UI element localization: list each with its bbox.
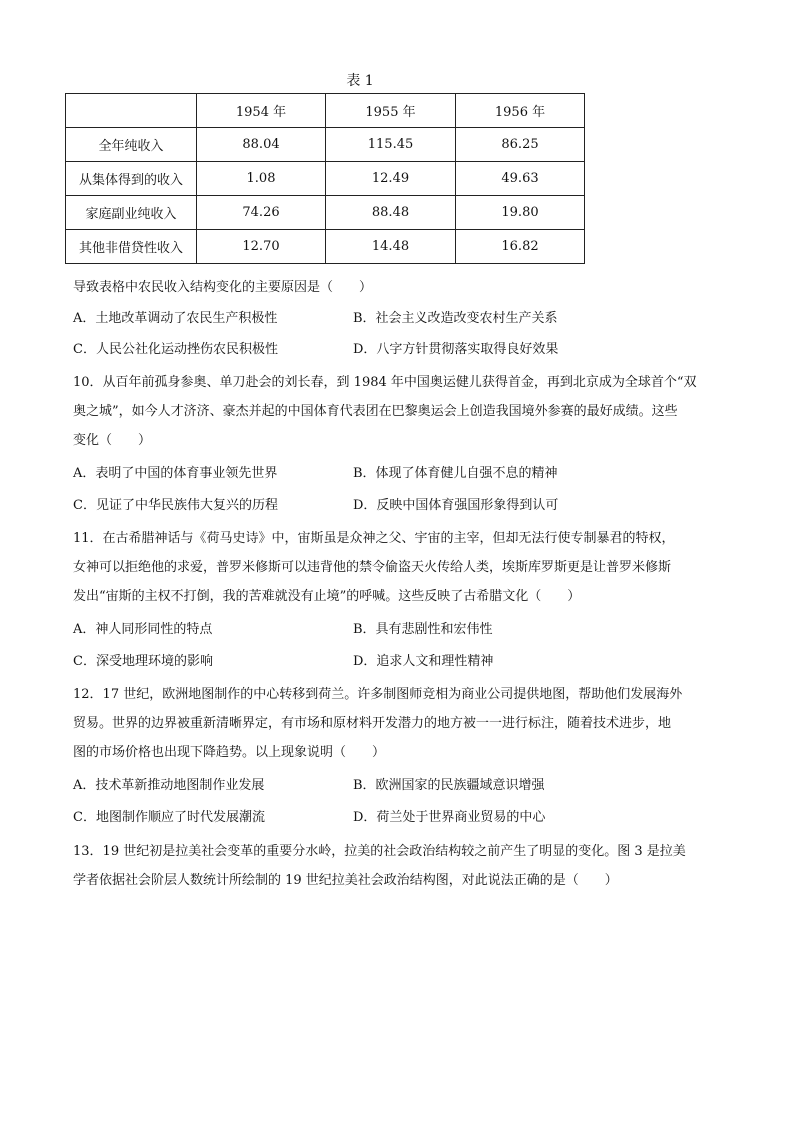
- table-cell: 74.26: [197, 196, 326, 230]
- table-row: [66, 162, 585, 196]
- income-table: [65, 93, 585, 264]
- table-cell: 88.48: [326, 196, 456, 230]
- q9-option-c: C．人民公社化运动挫伤农民积极性: [73, 342, 278, 357]
- q10-option-c: C．见证了中华民族伟大复兴的历程: [73, 498, 278, 513]
- q11-option-a: A．神人同形同性的特点: [73, 622, 213, 637]
- q11-option-c: C．深受地理环境的影响: [73, 654, 213, 669]
- q11-stem-line: 发出“宙斯的主权不打倒，我的苦难就没有止境”的呼喊。这些反映了古希腊文化（ ）: [73, 589, 581, 604]
- table-cell: 全年纯收入: [66, 128, 197, 162]
- q10-stem-line: 10．从百年前孤身参奥、单刀赴会的刘长春，到 1984 年中国奥运健儿获得首金，再到北京成为全球首个“双: [73, 375, 697, 390]
- q10-option-a: A．表明了中国的体育事业领先世界: [73, 466, 278, 481]
- table-row: [66, 196, 585, 230]
- table-cell: 家庭副业纯收入: [66, 196, 197, 230]
- q12-option-b: B．欧洲国家的民族疆域意识增强: [353, 778, 545, 793]
- q10-option-d: D．反映中国体育强国形象得到认可: [353, 498, 559, 513]
- table-header-cell: 1956 年: [456, 94, 585, 128]
- table-cell: 115.45: [326, 128, 456, 162]
- table-cell: 49.63: [456, 162, 585, 196]
- q9-option-a: A．土地改革调动了农民生产积极性: [73, 311, 278, 326]
- q9-stem: 导致表格中农民收入结构变化的主要原因是（ ）: [73, 280, 373, 295]
- q12-option-c: C．地图制作顺应了时代发展潮流: [73, 810, 265, 825]
- q10-option-b: B．体现了体育健儿自强不息的精神: [353, 466, 558, 481]
- table-cell: 86.25: [456, 128, 585, 162]
- table-cell: 其他非借贷性收入: [66, 230, 197, 264]
- q10-stem-line: 变化（ ）: [73, 433, 152, 448]
- q10-stem-line: 奥之城”，如今人才济济、豪杰并起的中国体育代表团在巴黎奥运会上创造我国境外参赛的最好成绩。这些: [73, 404, 678, 419]
- table-cell: 16.82: [456, 230, 585, 264]
- table-cell: 19.80: [456, 196, 585, 230]
- q12-stem-line: 12．17 世纪，欧洲地图制作的中心转移到荷兰。许多制图师竞相为商业公司提供地图，帮助他们发展海外: [73, 687, 683, 702]
- q11-stem-line: 女神可以拒绝他的求爱，普罗米修斯可以违背他的禁令偷盗天火传给人类，埃斯库罗斯更是让普罗米修斯: [73, 560, 672, 575]
- q11-option-d: D．追求人文和理性精神: [353, 654, 494, 669]
- table-cell: 从集体得到的收入: [66, 162, 197, 196]
- table-row: [66, 230, 585, 264]
- q12-option-d: D．荷兰处于世界商业贸易的中心: [353, 810, 546, 825]
- table-row: [66, 128, 585, 162]
- table-cell: 12.70: [197, 230, 326, 264]
- table-header-row: [66, 94, 585, 128]
- q13-stem-line: 学者依据社会阶层人数统计所绘制的 19 世纪拉美社会政治结构图，对此说法正确的是（ ）: [73, 873, 618, 888]
- q9-option-d: D．八字方针贯彻落实取得良好效果: [353, 342, 559, 357]
- table-header-cell: 1954 年: [197, 94, 326, 128]
- table-caption: 表 1: [346, 73, 374, 89]
- table-header-cell: 1955 年: [326, 94, 456, 128]
- q12-option-a: A．技术革新推动地图制作业发展: [73, 778, 265, 793]
- q11-stem-line: 11．在古希腊神话与《荷马史诗》中，宙斯虽是众神之父、宇宙的主宰，但却无法行使专制暴君的特权，: [73, 531, 675, 546]
- q12-stem-line: 图的市场价格也出现下降趋势。以上现象说明（ ）: [73, 745, 386, 760]
- table-cell: 1.08: [197, 162, 326, 196]
- table-cell: 88.04: [197, 128, 326, 162]
- q12-stem-line: 贸易。世界的边界被重新清晰界定，有市场和原材料开发潜力的地方被一一进行标注，随着技术进步，地: [73, 716, 672, 731]
- q13-stem-line: 13．19 世纪初是拉美社会变革的重要分水岭，拉美的社会政治结构较之前产生了明显的变化。图 3 是拉美: [73, 844, 686, 859]
- q9-option-b: B．社会主义改造改变农村生产关系: [353, 311, 558, 326]
- q11-option-b: B．具有悲剧性和宏伟性: [353, 622, 493, 637]
- table-cell: 14.48: [326, 230, 456, 264]
- table-header-cell: [66, 94, 197, 128]
- table-cell: 12.49: [326, 162, 456, 196]
